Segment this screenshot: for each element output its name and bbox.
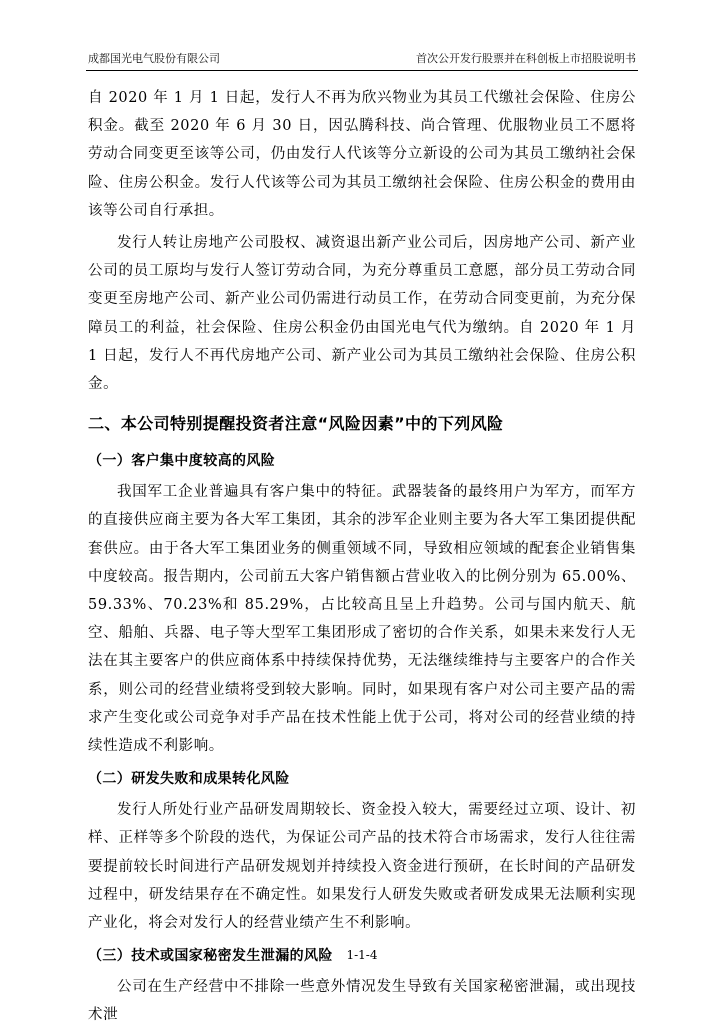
paragraph-social-insurance-continued: 自 2020 年 1 月 1 日起，发行人不再为欣兴物业为其员工代缴社会保险、住房公积金。截至 2020 年 6 月 30 日，因弘腾科技、尚合管理、优服物业员工不愿将劳动合同变更至该等公司，仍由发行人代该等分立新设的公司为其员工缴纳社会保险、住房公积金。发行人代该等公司为其员工缴纳社会保险、住房公积金的费用由该等公司自行承担。 [88, 90, 636, 219]
document-body [88, 84, 636, 1030]
section-heading-risk-factors: 二、本公司特别提醒投资者注意“风险因素”中的下列风险 [88, 414, 504, 434]
subsection-heading-customer-concentration: （一）客户集中度较高的风险 [88, 453, 276, 470]
header-divider [86, 70, 638, 71]
subsection-heading-secret-leak: （三）技术或国家秘密发生泄漏的风险 [88, 948, 333, 965]
subsection-heading-rd-failure: （二）研发失败和成果转化风险 [88, 771, 290, 788]
header-document-title: 首次公开发行股票并在科创板上市招股说明书 [416, 52, 636, 65]
header-company-name: 成都国光电气股份有限公司 [88, 52, 220, 65]
paragraph-rd-failure: 发行人所处行业产品研发周期较长、资金投入较大，需要经过立项、设计、初样、正样等多个阶段的迭代，为保证公司产品的技术符合市场需求，发行人往往需要提前较长时间进行产品研发规划并持续投入资金进行预研，在长时间的产品研发过程中，研发结果存在不确定性。如果发行人研发失败或者研发成果无法顺利实现产业化，将会对发行人的经营业绩产生不利影响。 [88, 802, 636, 932]
paragraph-secret-leak: 公司在生产经营中不排除一些意外情况发生导致有关国家秘密泄漏，或出现技术泄 [88, 979, 636, 1024]
page-number: 1-1-4 [346, 948, 378, 962]
paragraph-customer-concentration: 我国军工企业普遍具有客户集中的特征。武器装备的最终用户为军方，而军方的直接供应商主要为各大军工集团，其余的涉军企业则主要为各大军工集团提供配套供应。由于各大军工集团业务的侧重领域不同，导致相应领域的配套企业销售集中度较高。报告期内，公司前五大客户销售额占营业收入的比例分别为 65.00%、59.33%、70.23%和 85.29%，占比较高且呈上升趋势。公司与国内航天、航空、船舶、兵器、电子等大型军工集团形成了密切的合作关系，如果未来发行人无法在其主要客户的供应商体系中持续保持优势，无法继续维持与主要客户的合作关系，则公司的经营业绩将受到较大影响。同时，如果现有客户对公司主要产品的需求产生变化或公司竞争对手产品在技术性能上优于公司，将对公司的经营业绩的持续性造成不利影响。 [88, 484, 636, 755]
page-header [88, 50, 636, 68]
paragraph-employee-transfer: 发行人转让房地产公司股权、减资退出新产业公司后，因房地产公司、新产业公司的员工原均与发行人签订劳动合同，为充分尊重员工意愿，部分员工劳动合同变更至房地产公司、新产业公司仍需进行动员工作，在劳动合同变更前，为充分保障员工的利益，社会保险、住房公积金仍由国光电气代为缴纳。自 2020 年 1 月 1 日起，发行人不再代房地产公司、新产业公司为其员工缴纳社会保险、住房公积金。 [88, 235, 636, 393]
